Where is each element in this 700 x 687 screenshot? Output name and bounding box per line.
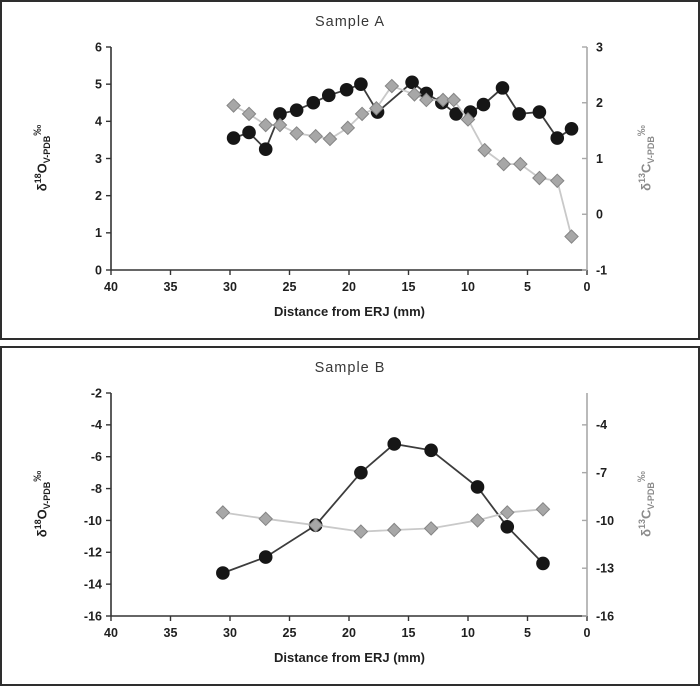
svg-text:-14: -14 — [83, 577, 102, 592]
x-axis-title-sample-a: Distance from ERJ (mm) — [274, 304, 425, 319]
svg-text:40: 40 — [104, 280, 118, 294]
x-axis-title-sample-b: Distance from ERJ (mm) — [274, 650, 425, 665]
left-axis-title-sample-a — [32, 125, 52, 192]
chart-box-sample-b — [0, 346, 700, 686]
standard-subscript: V-PDB — [645, 482, 656, 510]
svg-text:-1: -1 — [596, 263, 608, 278]
isotope-number: 13 — [637, 173, 648, 184]
svg-text:40: 40 — [104, 626, 118, 640]
svg-text:-16: -16 — [596, 609, 615, 624]
delta-symbol: δ — [638, 183, 654, 191]
permil-symbol: ‰ — [32, 124, 45, 136]
svg-text:-10: -10 — [83, 513, 102, 528]
svg-text:-4: -4 — [596, 418, 608, 433]
standard-subscript: V-PDB — [41, 135, 52, 164]
permil-symbol: ‰ — [32, 470, 45, 482]
svg-text:1: 1 — [95, 226, 102, 241]
element-symbol: C — [638, 163, 654, 173]
isotope-number: 13 — [637, 519, 648, 530]
svg-text:-13: -13 — [596, 561, 615, 576]
plot-area-sample-a — [2, 2, 698, 338]
svg-text:-12: -12 — [83, 545, 102, 560]
left-axis-title-sample-b — [32, 471, 52, 538]
svg-text:3: 3 — [596, 40, 603, 55]
svg-text:15: 15 — [401, 626, 416, 640]
delta-symbol: δ — [638, 529, 654, 537]
svg-text:35: 35 — [163, 626, 178, 640]
svg-text:20: 20 — [342, 280, 356, 294]
chart-box-sample-a — [0, 0, 700, 340]
svg-text:30: 30 — [223, 280, 237, 294]
chart-title-sample-b: Sample B — [314, 360, 386, 376]
svg-text:-6: -6 — [90, 450, 102, 465]
svg-text:10: 10 — [461, 280, 475, 294]
svg-text:35: 35 — [163, 280, 178, 294]
svg-text:0: 0 — [583, 626, 591, 640]
svg-text:1: 1 — [596, 151, 603, 166]
svg-text:-10: -10 — [596, 513, 615, 528]
element-symbol: O — [34, 509, 50, 520]
permil-symbol: ‰ — [636, 125, 649, 137]
svg-text:-2: -2 — [90, 386, 102, 401]
svg-text:25: 25 — [282, 280, 297, 294]
svg-text:-16: -16 — [83, 609, 102, 624]
svg-text:15: 15 — [401, 280, 416, 294]
svg-text:0: 0 — [596, 207, 603, 222]
isotope-number: 18 — [33, 519, 44, 530]
delta-symbol: δ — [34, 183, 50, 192]
right-axis-title-sample-a — [636, 125, 656, 191]
svg-text:-4: -4 — [90, 418, 102, 433]
svg-text:2: 2 — [95, 189, 102, 204]
svg-text:3: 3 — [95, 151, 102, 166]
svg-text:30: 30 — [223, 626, 237, 640]
chart-title-sample-a: Sample A — [314, 14, 386, 30]
isotope-number: 18 — [33, 173, 44, 184]
right-axis-title-sample-b — [636, 471, 656, 537]
svg-text:4: 4 — [95, 114, 102, 129]
svg-text:6: 6 — [95, 40, 102, 55]
element-symbol: O — [34, 163, 50, 174]
plot-area-sample-b — [2, 348, 698, 684]
element-symbol: C — [638, 509, 654, 519]
permil-symbol: ‰ — [636, 471, 649, 483]
standard-subscript: V-PDB — [645, 136, 656, 164]
svg-text:0: 0 — [583, 280, 591, 294]
svg-text:-7: -7 — [596, 466, 608, 481]
svg-text:25: 25 — [282, 626, 297, 640]
svg-text:5: 5 — [524, 626, 531, 640]
svg-text:-8: -8 — [90, 481, 102, 496]
svg-text:2: 2 — [596, 96, 603, 111]
svg-text:5: 5 — [95, 77, 102, 92]
svg-text:0: 0 — [95, 263, 102, 278]
delta-symbol: δ — [34, 529, 50, 538]
svg-text:20: 20 — [342, 626, 356, 640]
svg-text:10: 10 — [461, 626, 475, 640]
standard-subscript: V-PDB — [41, 481, 52, 510]
svg-text:5: 5 — [524, 280, 531, 294]
